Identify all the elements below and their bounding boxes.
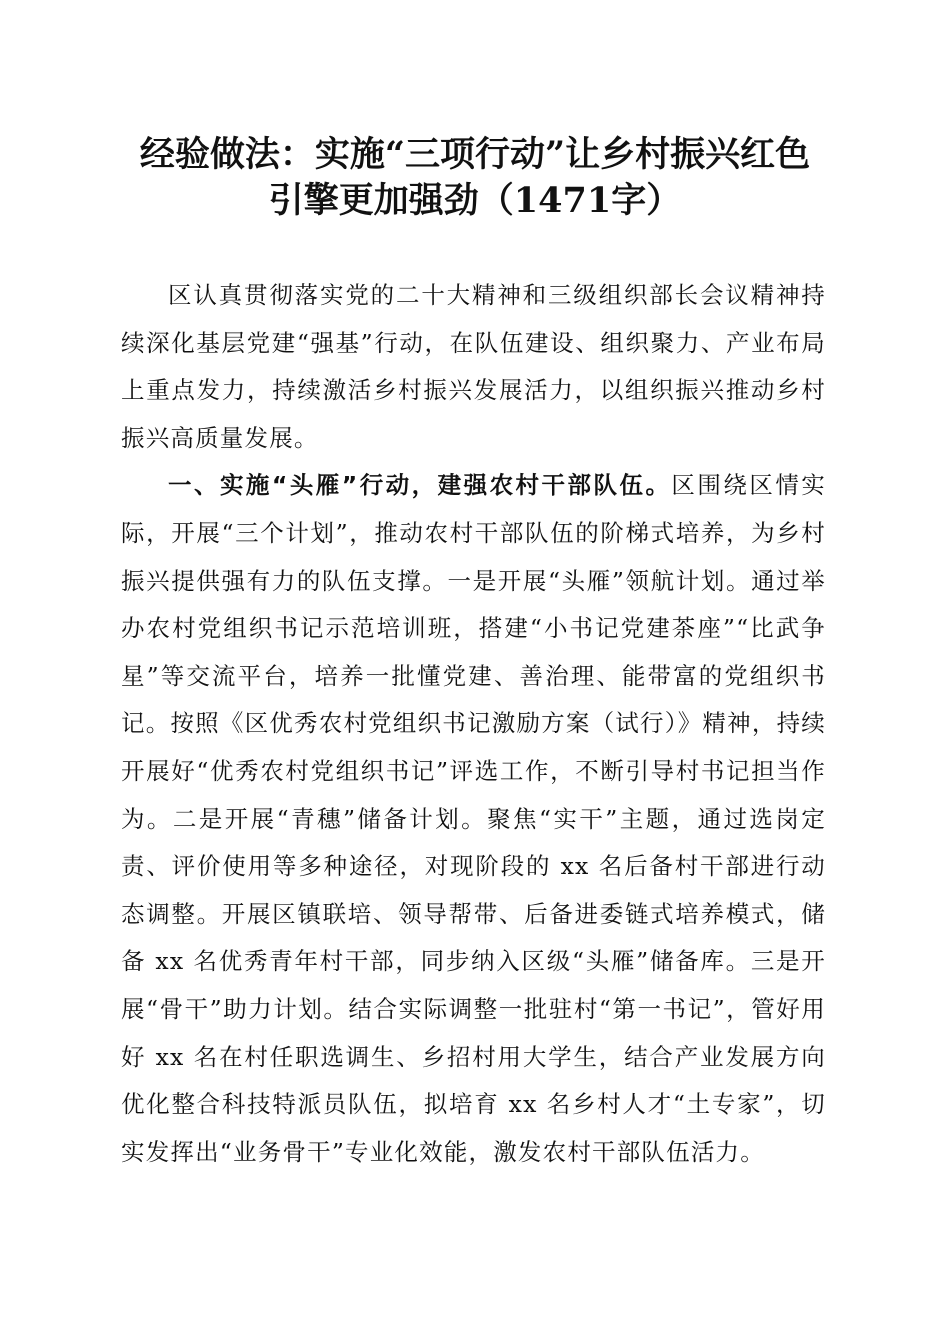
document-body xyxy=(121,272,826,1176)
document-title xyxy=(110,132,840,224)
section-1-paragraph xyxy=(121,462,826,1176)
section-1-body: 区围绕区情实际，开展“三个计划”，推动农村干部队伍的阶梯式培养，为乡村振兴提供强有力的队伍支撑。一是开展“头雁”领航计划。通过举办农村党组织书记示范培训班，搭建“小书记党建茶座”“比武争星”等交流平台，培养一批懂党建、善治理、能带富的党组织书记。按照《区优秀农村党组织书记激励方案（试行）》精神，持续开展好“优秀农村党组织书记”评选工作，不断引导村书记担当作为。二是开展“青穗”储备计划。聚焦“实干”主题，通过选岗定责、评价使用等多种途径，对现阶段的 xx 名后备村干部进行动态调整。开展区镇联培、领导帮带、后备进委链式培养模式，储备 xx 名优秀青年村干部，同步纳入区级“头雁”储备库。三是开展“骨干”助力计划。结合实际调整一批驻村“第一书记”，管好用好 xx 名在村任职选调生、乡招村用大学生，结合产业发展方向优化整合科技特派员队伍，拟培育 xx 名乡村人才“土专家”，切实发挥出“业务骨干”专业化效能，激发农村干部队伍活力。 xyxy=(121,471,827,1166)
title-line-2: 引擎更加强劲（1471字） xyxy=(268,180,682,221)
intro-paragraph: 区认真贯彻落实党的二十大精神和三级组织部长会议精神持续深化基层党建“强基”行动，在队伍建设、组织聚力、产业布局上重点发力，持续激活乡村振兴发展活力，以组织振兴推动乡村振兴高质量发展。 xyxy=(121,281,826,452)
title-line-1: 经验做法：实施“三项行动”让乡村振兴红色 xyxy=(139,134,811,175)
section-1-heading: 一、实施“头雁”行动，建强农村干部队伍。 xyxy=(168,471,672,500)
